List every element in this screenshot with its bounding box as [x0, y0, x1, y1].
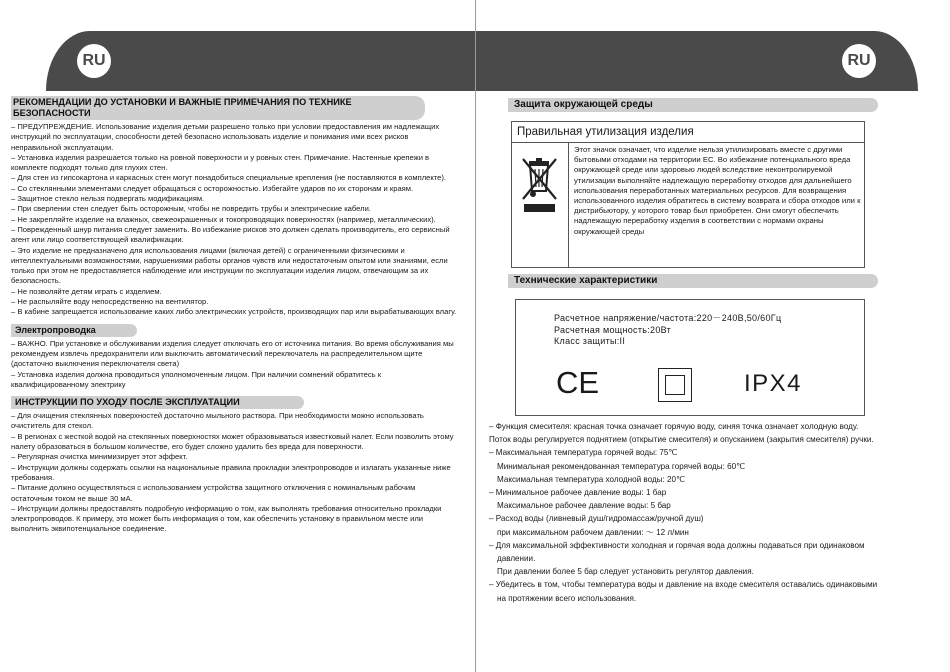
divider: [512, 142, 864, 143]
left-page: [11, 96, 458, 535]
list-item: – Максимальная температура горячей воды: 75℃: [489, 448, 678, 458]
section-heading-wiring: Электропроводка: [11, 324, 137, 337]
list-item: – Для очищения стеклянных поверхностей достаточно мыльного раствора. При необходимости можно использовать очиститель для стекол.: [11, 411, 424, 431]
list-item: при максимальном рабочем давлении: ～ 12 л/мин: [497, 527, 689, 537]
divider: [568, 142, 569, 267]
page-fold: [475, 0, 476, 672]
specs-box: [515, 299, 865, 416]
list-item: – Убедитесь в том, чтобы температура воды и давление на входе смесителя оставались одинаковыми: [489, 580, 878, 590]
section-heading-specs: Технические характеристики: [508, 274, 878, 288]
list-item: Поток воды регулируется поднятием (открытие смесителя) и опусканием (закрытия смесителя) ручки.: [489, 435, 874, 445]
header-banner: [46, 31, 918, 91]
spec-power: Расчетная мощность:20Вт: [554, 324, 672, 335]
list-item: – Для максимальной эффективности холодная и горячая вода должны подаваться при одинаковом: [489, 540, 865, 550]
list-item: – Функция смесителя: красная точка означает горячую воду, синяя точка означает холодную воду.: [489, 422, 859, 431]
list-item: на протяжении всего использования.: [497, 593, 637, 603]
list-item: – Не распыляйте воду непосредственно на вентилятор.: [11, 297, 209, 307]
list-item: – Питание должно осуществляться с использованием устройства защитного отключения с номинальным рабочим остаточным током не выше 30 мА.: [11, 483, 416, 503]
disposal-title: Правильная утилизация изделия: [517, 126, 694, 138]
list-item: – В регионах с жесткой водой на стеклянных поверхностях может образовываться известковый налет. Если позволить этому налету образоваться в большом количестве, его будет сложно удалить без вреда для поверхности.: [11, 431, 454, 452]
list-item: – Установка изделия разрешается только на ровной поверхности и у ровных стен. Примечание. Настенные крепежи в комплекте подходят только для глухих стен.: [11, 152, 430, 173]
list-item: – Защитное стекло нельзя подвергать модификациям.: [11, 194, 205, 204]
list-item: – Поврежденный шнур питания следует заменить. Во избежание рисков это должен сделать производитель, его сервисный агент или лицо соответствующей квалификации.: [11, 224, 450, 245]
list-item: – Не закрепляйте изделие на влажных, свежеокрашенных и токопроводящих поверхностях (например, металлических).: [11, 214, 436, 224]
list-item: – При сверлении стен следует быть осторожным, чтобы не повредить трубы и электрические кабели.: [11, 204, 371, 214]
disposal-box: [511, 121, 865, 268]
list-item: – ВАЖНО. При установке и обслуживании изделия следует отключать его от источника питания. Во время обслуживания мы рекомендуем извлечь предохранители или выключить автоматический переключатель на распределительном щите (достаточно выключения переключателя света): [11, 338, 454, 369]
list-item: – Со стеклянными элементами следует обращаться с осторожностью. Избегайте ударов по их сторонам и краям.: [11, 183, 414, 193]
list-item: Максимальная температура холодной воды: 20℃: [497, 474, 686, 484]
list-item: – Инструкции должны предоставлять подробную информацию о том, как выполнять требования относительно прокладки электропроводов. К примеру, это может быть информация о том, как обеспечить установку в правильном месте или выполнить эквипотенциальное соединение.: [11, 503, 442, 534]
ru-badge-right: RU: [842, 44, 876, 78]
list-item: – Не позволяйте детям играть с изделием.: [11, 286, 162, 296]
disposal-text: Этот значок означает, что изделие нельзя утилизировать вместе с другими бытовыми отходами на территории ЕС. Во избежание потенциального вреда окружающей среде или здоровью людей вследствие неконтролируемой утилизации выполняйте надлежащую переработку отходов для дальнейшего использования переработанных материальных ресурсов. Для возвращения использованного изделия обратитесь в систему возврата и сбора отходов или к дистрибьютору, у которого товар был приобретен. Они смогут обеспечить надлежащую переработку изделия в соответствии с нормами охраны окружающей среды: [574, 145, 861, 236]
list-item: – Это изделие не предназначено для использования лицами (включая детей) с ограниченными физическими и интеллектуальными возможностями, нарушениями работы органов чувств или недостаточным опытом или знаниями, если только при этом не предоставляется наблюдение или инструкции по эксплуатации изделия лицом, отвечающим за их безопасность.: [11, 245, 448, 286]
double-insulation-icon: [658, 368, 692, 402]
ru-badge-left: RU: [77, 44, 111, 78]
section-heading-safety: РЕКОМЕНДАЦИИ ДО УСТАНОВКИ И ВАЖНЫЕ ПРИМЕЧАНИЯ ПО ТЕХНИКЕ БЕЗОПАСНОСТИ: [11, 96, 425, 120]
spec-protection-class: Класс защиты:II: [554, 336, 626, 346]
ip-rating: IPX4: [744, 370, 803, 397]
section-heading-care: ИНСТРУКЦИИ ПО УХОДУ ПОСЛЕ ЭКСПЛУАТАЦИИ: [11, 396, 304, 409]
list-item: – ПРЕДУПРЕЖДЕНИЕ. Использование изделия детьми разрешено только при условии предоставления им надлежащих инструкций по эксплуатации, способности детей безопасно использовать изделие и понимания ими всех рисков неправильной эксплуатации.: [11, 122, 440, 152]
crossed-bin-icon: [520, 155, 560, 215]
ce-mark-icon: CE: [556, 365, 600, 400]
list-item: – Расход воды (ливневый душ/гидромассаж/ручной душ): [489, 514, 704, 524]
list-item: – Установка изделия должна проводиться уполномоченным лицом. При наличии сомнений обратитесь к квалифицированному электрику: [11, 369, 382, 389]
list-item: – Регулярная очистка минимизирует этот эффект.: [11, 452, 188, 462]
list-item: Максимальное рабочее давление воды: 5 бар: [497, 501, 671, 511]
list-item: При давлении более 5 бар следует установить регулятор давления.: [497, 567, 754, 577]
list-item: – В кабине запрещается использование каких либо электрических устройств, производящих пар или вырабатывающих влагу.: [11, 307, 457, 317]
list-item: – Для стен из гипсокартона и каркасных стен могут понадобиться специальные крепления (не поставляются в комплекте).: [11, 173, 447, 183]
list-item: – Минимальное рабочее давление воды: 1 бар: [489, 488, 667, 498]
list-item: Минимальная рекомендованная температура горячей воды: 60℃: [497, 461, 746, 471]
section-heading-environment: Защита окружающей среды: [508, 98, 878, 112]
list-item: – Инструкции должны содержать ссылки на национальные правила прокладки электропроводов и излагать указанные ниже требования.: [11, 462, 451, 482]
spec-voltage: Расчетное напряжение/частота:220－240В,50/60Гц: [554, 313, 782, 323]
mixer-info: [489, 422, 934, 607]
list-item: давлении.: [497, 554, 536, 564]
